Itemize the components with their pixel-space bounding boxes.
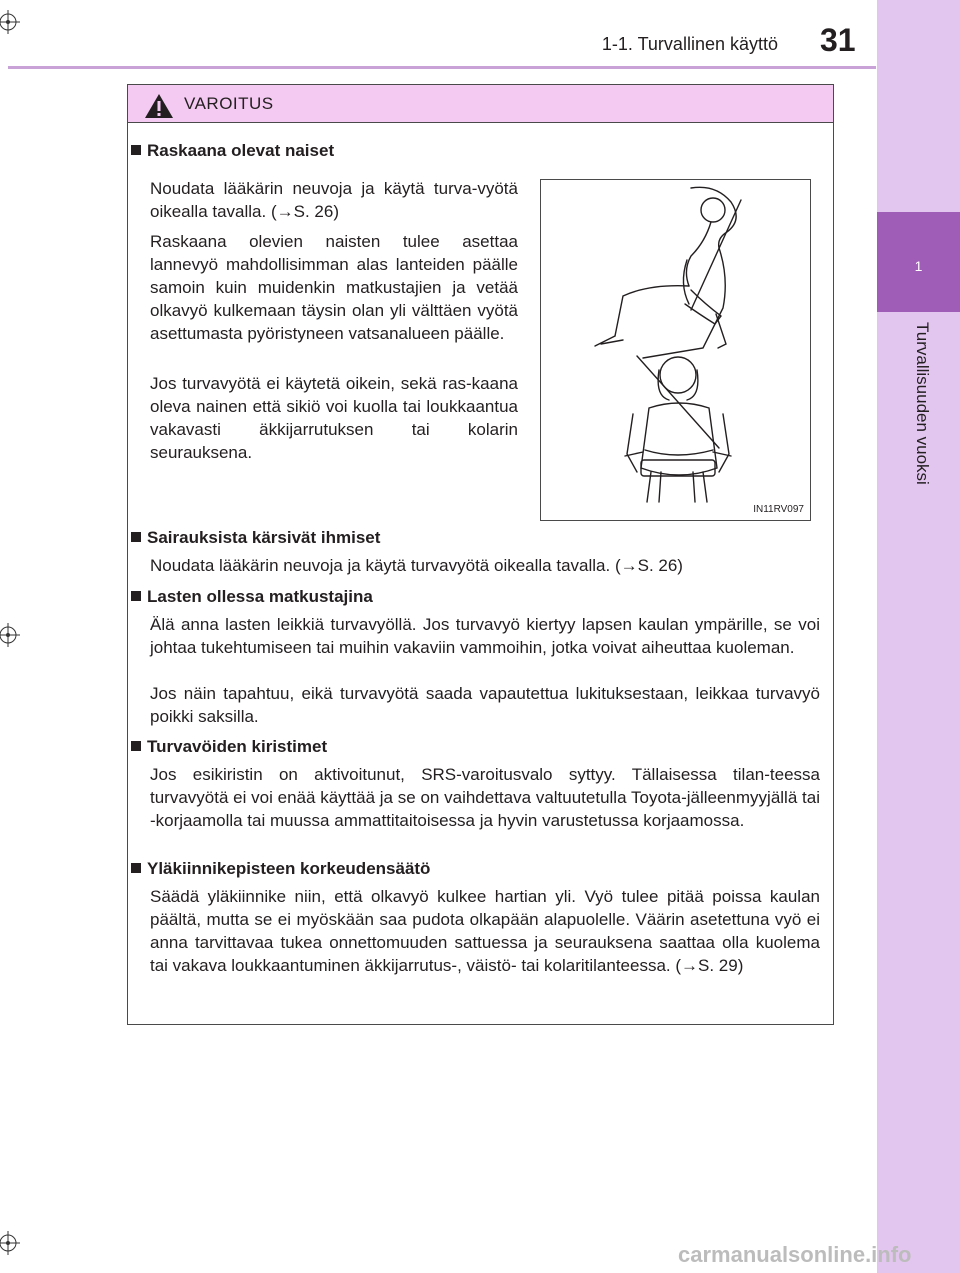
illustration-code: IN11RV097: [753, 504, 804, 515]
section-heading: Turvavöiden kiristimet: [131, 737, 327, 757]
page-number: 31: [820, 22, 856, 58]
watermark: carmanualsonline.info: [678, 1242, 912, 1267]
pregnant-woman-seatbelt-icon: [541, 180, 810, 520]
chapter-side-tab: [877, 0, 960, 1273]
section-heading: Sairauksista kärsivät ihmiset: [131, 528, 380, 548]
section-heading: Raskaana olevat naiset: [131, 141, 334, 161]
paragraph: Säädä yläkiinnike niin, että olkavyö kulkee hartian yli. Vyö tulee pitää poissa kaulan päältä, mutta se ei myöskään saa pudota olkapään alapuolelle. Väärin asetettuna vyö ei anna tarvittavaa tukea onnettomuuden sattuessa ja seurauksena saattaa olla kuolema tai vakava loukkaantuminen äkkijarrutus-, väistö- tai kolaritilanteessa. (→S. 29): [150, 887, 820, 975]
chapter-label: Turvallisuuden vuoksi: [913, 322, 932, 485]
warning-title: VAROITUS: [184, 94, 274, 113]
paragraph: Noudata lääkärin neuvoja ja käytä turva-vyötä oikealla tavalla. (→S. 26): [150, 179, 518, 221]
paragraph: Raskaana olevien naisten tulee asettaa lannevyö mahdollisimman alas lanteiden päälle samoin kuin muidenkin matkustajien ja vetää olkavyö kulkemaan täysin olan yli välttäen vyötä asettumasta pyöristyneen vatsanalueen päälle.: [150, 232, 518, 343]
header-rule: [8, 66, 876, 69]
paragraph: Noudata lääkärin neuvoja ja käytä turvavyötä oikealla tavalla. (→S. 26): [150, 556, 683, 575]
paragraph: Jos näin tapahtuu, eikä turvavyötä saada vapautettua lukituksestaan, leikkaa turvavyö poikki saksilla.: [150, 684, 820, 726]
chapter-number: 1: [914, 258, 923, 274]
section-heading: Lasten ollessa matkustajina: [131, 587, 373, 607]
warning-box: [127, 84, 834, 1025]
paragraph: Jos turvavyötä ei käytetä oikein, sekä ras-kaana oleva nainen että sikiö voi kuolla tai loukkaantua vakavasti äkkijarrutuksen tai kolarin seurauksena.: [150, 374, 518, 462]
seatbelt-illustration: [540, 179, 811, 521]
section-title: 1-1. Turvallinen käyttö: [601, 34, 778, 54]
warning-header: [128, 85, 833, 123]
section-heading: Yläkiinnikepisteen korkeudensäätö: [131, 859, 430, 879]
paragraph: Jos esikiristin on aktivoitunut, SRS-varoitusvalo syttyy. Tällaisessa tilan-teessa turvavyötä ei voi enää käyttää ja se on vaihdettava valtuutetulla Toyota-jälleenmyyjällä tai -korjaamolla tai muussa ammattitaitoisessa ja hyvin varustetussa korjaamossa.: [150, 765, 820, 830]
paragraph: Älä anna lasten leikkiä turvavyöllä. Jos turvavyö kiertyy lapsen kaulan ympärille, se voi johtaa tukehtumiseen tai muihin vakaviin vammoihin, jotka voivat aiheuttaa kuoleman.: [150, 615, 820, 657]
registration-mark-icon: [0, 1231, 20, 1255]
registration-mark-icon: [0, 623, 20, 647]
warning-triangle-icon: [144, 93, 174, 119]
registration-mark-icon: [0, 10, 20, 34]
